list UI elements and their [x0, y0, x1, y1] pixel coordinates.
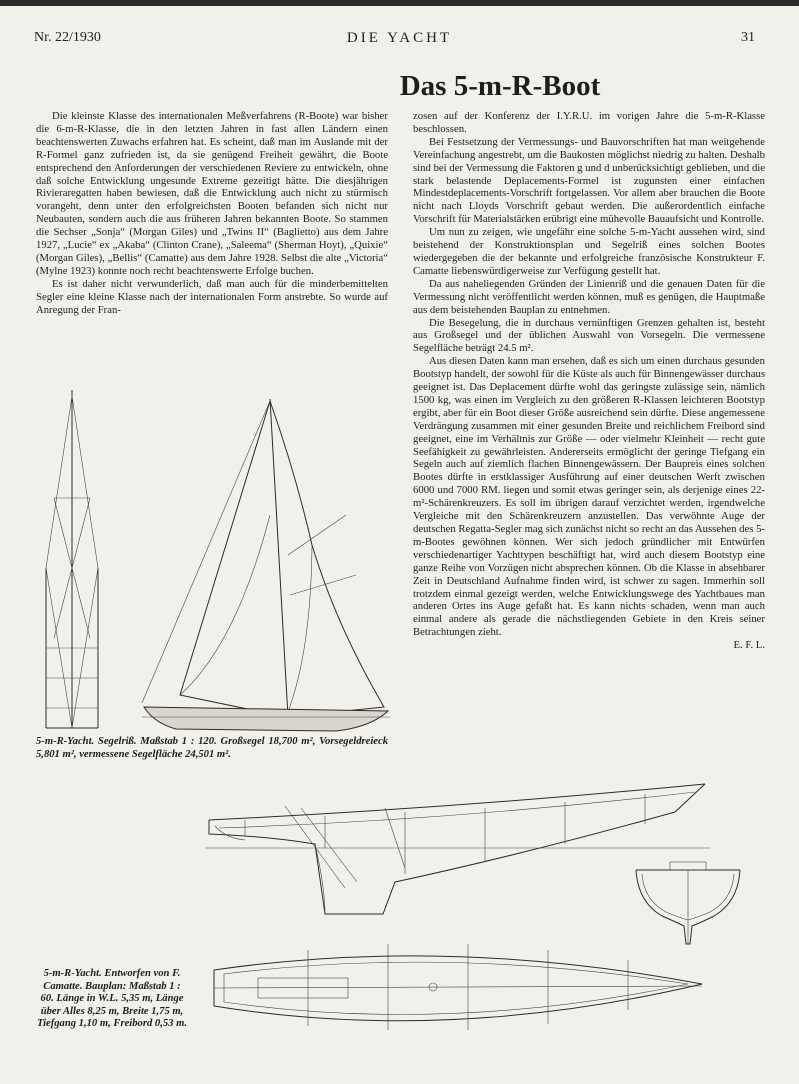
article-paragraph: Die Besegelung, die in durchaus vernünftigen Grenzen gehalten ist, besteht aus Großsegel und der üblichen Auswahl von Vorsegeln. Die vermessene Segelfläche beträgt 24.5 m². [413, 316, 765, 355]
page-top-border [0, 0, 799, 6]
article-paragraph: Da aus naheliegenden Gründen der Linienriß und die genauen Daten für die Vermessung nicht veröffentlicht werden können, muß es genügen, die Hauptmaße aus dem beistehenden Bauplan zu entnehmen. [413, 277, 765, 316]
deck-plan-drawing [208, 930, 708, 1050]
article-paragraph: Bei Festsetzung der Vermessungs- und Bauvorschriften hat man weitgehende Vereinfachung angestrebt, um die Baukosten möglichst niedrig zu halten. Deshalb sind bei der Vermessung die Faktoren g und d unberücksichtigt geblieben, und die stark belastende Deplacements-Formel ist zugunsten einer einfachen Mindestdeplacements-Vorschrift fortgelassen. Vor allem aber brauchen die Boote nicht nach Lloyds Vorschrift gebaut werden. Die außerordentlich einfache Vorschrift für Materialstärken erübrigt eine mühevolle Bauaufsicht und Kontrolle. [413, 135, 765, 226]
article-paragraph: Die kleinste Klasse des internationalen Meßverfahrens (R-Boote) war bisher die 6-m-R-Klasse, die in den letzten Jahren in fast allen Ländern einen beachtenswerten Zuwachs erfahren hat. Es scheint, daß man im Auslande mit der R-Formel ganz zufrieden ist, da sie genügend Freiheit gewährt, die Boote entsprechend den Anforderungen der verschiedenen Reviere zu entwickeln, ohne daß solche Entwicklung ungesunde Extreme gezeitigt hätte. Die diesjährigen Rivieraregatten haben bewiesen, daß die Entwicklung auch nicht zu stürmisch vorangeht, denn unter den erfolgreichsten Booten befanden sich nicht nur Neubauten, sondern auch die aus früheren Jahren bekannten Boote. So stammen die Sechser „Sonja“ (Morgan Giles) und „Twins II“ (Baglietto) aus dem Jahre 1927, „Lucie“ ex „Akaba“ (Clinton Crane), „Saleema“ (Sherman Hoyt), „Quixie“ (Morgan Giles), „Bellis“ (Camatte) aus dem Jahre 1928. Selbst die alte „Victoria“ (Mylne 1923) konnte noch recht beachtenswerte Erfolge buchen. [36, 110, 388, 277]
journal-name: DIE YACHT [346, 30, 453, 46]
issue-number: Nr. 22/1930 [34, 30, 101, 45]
article-paragraph: Um nun zu zeigen, wie ungefähr eine solche 5-m-Yacht aussehen wird, sind beistehend der Konstruktionsplan und Segelriß eines solchen Bootes wiedergegeben die der bekannte und erfolgreiche französische Konstrukteur F. Camatte liebenswürdigerweise zur Verfügung gestellt hat. [413, 226, 765, 277]
mast-front-view-drawing [40, 388, 104, 733]
sail-plan-caption: 5-m-R-Yacht. Segelriß. Maßstab 1 : 120. Großsegel 18,700 m², Vorsegeldreieck 5,801 m², vermessene Segelfläche 24,501 m². [36, 736, 388, 760]
article-paragraph: Es ist daher nicht verwunderlich, daß man auch für die minderbemittelten Segler eine kleine Klasse nach der internationalen Form anstrebte. So wurde auf Anregung der Fran- [36, 277, 388, 316]
author-signature: E. F. L. [733, 639, 765, 652]
article-title: Das 5-m-R-Boot [399, 70, 601, 102]
article-column-left [36, 110, 388, 317]
article-column-right [413, 110, 765, 652]
construction-plan-caption: 5-m-R-Yacht. Entworfen von F. Camatte. Bauplan: Maßstab 1 : 60. Länge in W.L. 5,35 m, Länge über Alles 8,25 m, Breite 1,75 m, Tiefgang 1,10 m, Freibord 0,53 m. [37, 968, 187, 1030]
sail-plan-drawing [136, 395, 392, 735]
article-paragraph: zosen auf der Konferenz der I.Y.R.U. im vorigen Jahre die 5-m-R-Klasse beschlossen. [413, 110, 765, 135]
page-number: 31 [741, 30, 755, 45]
article-paragraph: Aus diesen Daten kann man ersehen, daß es sich um einen durchaus gesunden Bootstyp handelt, der sowohl für die Küste als auch für Binnengewässer durchaus geeignet ist. Das Deplacement dürfte wohl das geringste zulässige sein, nämlich 1500 kg, was einen im Vergleich zu den größeren R-Klassen leichteren Bootstyp ergibt, aber für ein Boot dieser Größe ausreichend sein dürfte. Diese angemessene Verdrängung zusammen mit einer gesunden Breite und reichlichem Freibord sind geeignet, eine im Verhältnis zur Größe — oder vielmehr Kleinheit — recht gute Seefähigkeit zu gewährleisten. Andererseits ermöglicht der geringe Tiefgang ein Segeln auch auf ziemlich flachen Binnengewässern. Der Baupreis eines solchen Bootes dürfte in erstklassiger Ausführung auf einer deutschen Werft zwischen 6000 und 7000 RM. liegen und somit etwas geringer sein, als derjenige eines 22-m²-Schärenkreuzers. Es soll im übrigen darauf verzichtet werden, irgendwelche Vergleiche mit den Schärenkreuzern anzustellen. Das verwöhnte Auge der deutschen Regatta-Segler mag sich zunächst nicht so recht an das Aussehen des 5-m-Bootes gewöhnen können. Wer sich jedoch gründlicher mit Entwürfen verschiedenartiger Yachttypen beschäftigt hat, wird auch diesem Bootstyp eine ganze Reihe von Vorzügen nicht absprechen können. Ob die Klasse in absehbarer Zeit in Deutschland Aufnahme finden wird, ist schwer zu sagen. Immerhin soll trotzdem einmal gezeigt werden, welche Entwicklungswege des Yachtbaues man anderen Ortes ins Auge gefaßt hat. Es kann nichts schaden, wenn man auch einmal andere als gerade die nächstliegenden Gebiete in den Kreis seiner Betrachtungen zieht. [413, 355, 765, 639]
